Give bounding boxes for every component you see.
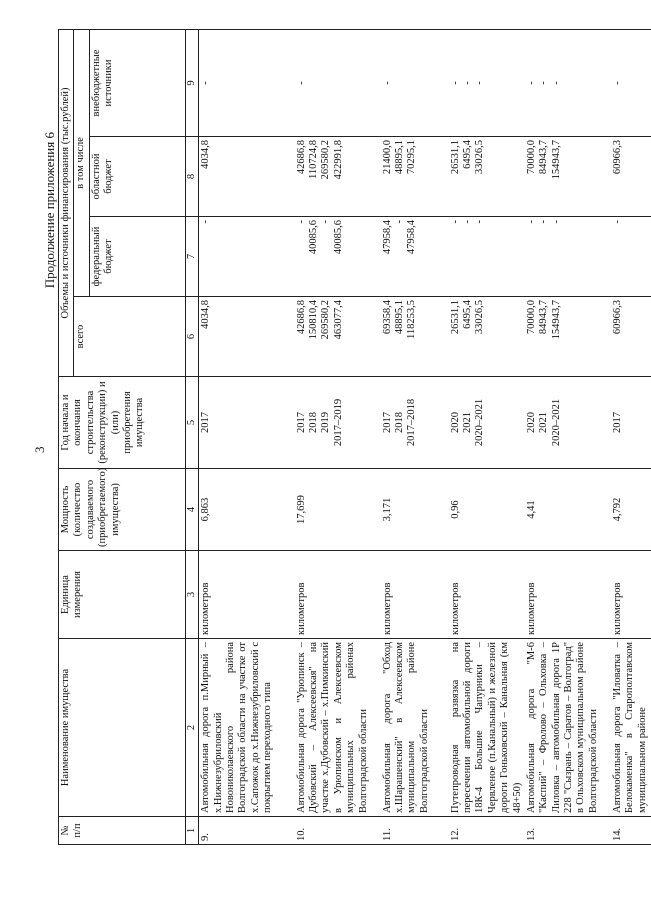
years-value-line: 2018: [308, 412, 319, 433]
regional-value-line: 33026,5: [474, 140, 486, 175]
regional-value-line: 110724,8: [308, 140, 319, 179]
years-value-line: 2020: [449, 412, 461, 433]
continuation-caption: Продолжение приложения 6: [42, 132, 57, 289]
regional-value-line: 4034,8: [200, 140, 212, 169]
offbudget-value-line: -: [462, 81, 473, 85]
capacity-value: 0,96: [449, 469, 525, 551]
years-value-line: 2021: [462, 412, 473, 433]
federal-value: [525, 217, 611, 297]
header-years: Год начала и окончания строительства (реконструкции) и (или) приобретения имущества: [59, 377, 186, 469]
offbudget-value-line: [394, 33, 406, 133]
federal-value-line: -: [611, 220, 623, 224]
table-body: [199, 29, 651, 844]
property-financing-table: [58, 29, 651, 845]
years-value-line: 2020–2021: [550, 398, 562, 447]
regional-value: [525, 137, 611, 217]
column-number-8: 8: [185, 137, 198, 217]
regional-value-line: 154943,7: [550, 140, 562, 180]
years-value: [525, 377, 611, 469]
offbudget-value-line: -: [538, 81, 550, 85]
federal-value: [611, 217, 651, 297]
federal-value-line: -: [394, 220, 405, 224]
years-value: [611, 377, 651, 469]
row-number: 13.: [525, 817, 611, 845]
offbudget-value-line: [333, 33, 345, 133]
total-value-line: 69358,4: [381, 300, 393, 335]
regional-value-line: 422991,8: [332, 140, 344, 180]
total-value-line: 463077,4: [332, 300, 344, 340]
column-number-7: 7: [185, 217, 198, 297]
federal-value-line: -: [474, 220, 486, 224]
years-value-line: 2020: [525, 412, 537, 433]
unit-of-measure: километров: [381, 551, 449, 639]
row-number: 9.: [199, 817, 295, 845]
federal-value-line: -: [295, 220, 307, 224]
unit-of-measure: километров: [525, 551, 611, 639]
header-federal: федеральный бюджет: [89, 217, 185, 297]
total-value: [449, 297, 525, 377]
years-value-line: 2017: [611, 412, 623, 433]
header-name: Наименование имущества: [59, 639, 186, 817]
table-row: [295, 29, 381, 844]
offbudget-value-line: -: [295, 81, 307, 85]
unit-of-measure: километров: [199, 551, 295, 639]
federal-value-line: -: [462, 220, 473, 224]
offbudget-value-line: -: [381, 81, 393, 85]
header-regional: областной бюджет: [89, 137, 185, 217]
years-value-line: 2017: [381, 412, 393, 433]
regional-value-line: 70295,1: [406, 140, 418, 175]
unit-of-measure: километров: [449, 551, 525, 639]
total-value-line: 60966,3: [611, 300, 623, 335]
table-row: [199, 29, 295, 844]
total-value-line: 26531,1: [449, 300, 461, 335]
total-value-line: 42686,8: [295, 300, 307, 335]
header-capacity: Мощность (количество создаваемого (приобретаемого) имущества): [59, 469, 186, 551]
regional-value-line: 70000,0: [525, 140, 537, 175]
years-value: [381, 377, 449, 469]
capacity-value: 4,41: [525, 469, 611, 551]
federal-value-line: -: [320, 220, 332, 224]
regional-value: [611, 137, 651, 217]
property-name: Автомобильная дорога "Урюпинск – Дубовский – Алексеевская" на участке х.Дубовский – х.Пимкинский в Урюпинском и Алексеевском муниципальных районах Волгоградской области: [295, 639, 381, 817]
offbudget-value-line: [406, 33, 418, 133]
offbudget-value: [381, 29, 449, 136]
offbudget-value: [449, 29, 525, 136]
property-name: Автомобильная дорога п.Мирный – х.Нижнезубриловский Новониколаевского района Волгоградской области на участке от х.Сапожок до х.Нижнезубриловский с покрытием переходного типа: [199, 639, 295, 817]
federal-value: [449, 217, 525, 297]
offbudget-value: [611, 29, 651, 136]
capacity-value: 3,171: [381, 469, 449, 551]
column-number-3: 3: [185, 551, 198, 639]
header-offbudget: внебюджетные источники: [89, 29, 185, 136]
regional-value: [449, 137, 525, 217]
property-name: Автомобильная дорога "М-6 "Каспий" – Фролово – Ольховка – Лиловка – автомобильная дорога 1Р 228 "Сызрань – Саратов – Волгоград" в Ольховском муниципальном районе Волгоградской области: [525, 639, 611, 817]
regional-value-line: 269580,2: [320, 140, 332, 180]
unit-of-measure: километров: [611, 551, 651, 639]
federal-value-line: 40085,6: [308, 220, 319, 255]
row-number: 10.: [295, 817, 381, 845]
regional-value: [199, 137, 295, 217]
capacity-value: 17,699: [295, 469, 381, 551]
total-value: [381, 297, 449, 377]
years-value: [295, 377, 381, 469]
total-value: [199, 297, 295, 377]
header-row-1: [59, 29, 74, 844]
column-number-5: 5: [185, 377, 198, 469]
regional-value-line: 26531,1: [449, 140, 461, 175]
row-number: 12.: [449, 817, 525, 845]
total-value-line: 48895,1: [394, 300, 405, 335]
offbudget-value-line: [320, 33, 332, 133]
header-total: всего: [74, 297, 185, 377]
table-row: [611, 29, 651, 844]
federal-value-line: -: [525, 220, 537, 224]
regional-value-line: 60966,3: [611, 140, 623, 175]
property-name: Путепроводная развязка на пересечении автомобильной дороги 18К-4 Большие Чапурники – Червленое (п.Канальный) и железной дороги Гоньковский – Канальная (км 48+50): [449, 639, 525, 817]
capacity-value: 4,792: [611, 469, 651, 551]
years-value-line: 2021: [538, 412, 550, 433]
table-row: [449, 29, 525, 844]
years-value-line: 2020–2021: [474, 398, 486, 447]
total-value: [525, 297, 611, 377]
federal-value-line: -: [550, 220, 562, 224]
total-value-line: 154943,7: [550, 300, 562, 340]
column-number-2: 2: [185, 639, 198, 817]
federal-value-line: 47958,4: [406, 220, 418, 255]
offbudget-value-line: -: [611, 81, 623, 85]
regional-value: [295, 137, 381, 217]
years-value-line: 2017–2018: [406, 398, 418, 447]
offbudget-value-line: -: [550, 81, 562, 85]
federal-value: [199, 217, 295, 297]
regional-value: [381, 137, 449, 217]
federal-value-line: 47958,4: [381, 220, 393, 255]
offbudget-value-line: -: [200, 81, 212, 85]
regional-value-line: 48895,1: [394, 140, 405, 175]
total-value: [295, 297, 381, 377]
offbudget-value-line: -: [525, 81, 537, 85]
offbudget-value: [525, 29, 611, 136]
total-value: [611, 297, 651, 377]
row-number: 11.: [381, 817, 449, 845]
property-name: Автомобильная дорога "Обход х.Шарашенский" в Алексеевском муниципальном районе Волгоградской области: [381, 639, 449, 817]
total-value-line: 33026,5: [474, 300, 486, 335]
federal-value-line: -: [538, 220, 550, 224]
total-value-line: 70000,0: [525, 300, 537, 335]
header-incl: в том числе: [74, 29, 89, 296]
offbudget-value-line: -: [474, 81, 486, 85]
table-row: [525, 29, 611, 844]
page-number: 3: [32, 446, 47, 453]
federal-value: [381, 217, 449, 297]
property-name: Автомобильная дорога "Иловатка – Белокаменка" в Старополтавском муниципальном районе: [611, 639, 651, 817]
offbudget-value-line: [308, 33, 320, 133]
years-value-line: 2017–2019: [332, 398, 344, 447]
capacity-value: 6,863: [199, 469, 295, 551]
regional-value-line: 6495,4: [462, 140, 473, 169]
column-number-6: 6: [185, 297, 198, 377]
offbudget-value: [199, 29, 295, 136]
total-value-line: 269580,2: [320, 300, 332, 340]
header-volumes: Объемы и источники финансирования (тыс.рублей): [59, 29, 74, 376]
years-value: [199, 377, 295, 469]
offbudget-value: [295, 29, 381, 136]
column-number-1: 1: [185, 817, 198, 845]
years-value-line: 2017: [200, 412, 212, 433]
federal-value: [295, 217, 381, 297]
total-value-line: 4034,8: [200, 300, 212, 329]
total-value-line: 118253,5: [406, 300, 418, 339]
federal-value-line: -: [200, 220, 212, 224]
total-value-line: 150810,4: [308, 300, 319, 340]
years-value-line: 2019: [320, 412, 332, 433]
regional-value-line: 21400,0: [381, 140, 393, 175]
column-number-4: 4: [185, 469, 198, 551]
regional-value-line: 42686,8: [295, 140, 307, 175]
column-number-9: 9: [185, 29, 198, 136]
offbudget-value-line: -: [449, 81, 461, 85]
regional-value-line: 84943,7: [538, 140, 550, 175]
unit-of-measure: километров: [295, 551, 381, 639]
table-row: [381, 29, 449, 844]
federal-value-line: 40085,6: [332, 220, 344, 255]
years-value-line: 2017: [295, 412, 307, 433]
total-value-line: 84943,7: [538, 300, 550, 335]
column-numbers-row: [185, 29, 198, 844]
row-number: 14.: [611, 817, 651, 845]
total-value-line: 6495,4: [462, 300, 473, 329]
years-value: [449, 377, 525, 469]
federal-value-line: -: [449, 220, 461, 224]
years-value-line: 2018: [394, 412, 405, 433]
header-unit: Единица измерения: [59, 551, 186, 639]
header-num: № п/п: [59, 817, 186, 845]
